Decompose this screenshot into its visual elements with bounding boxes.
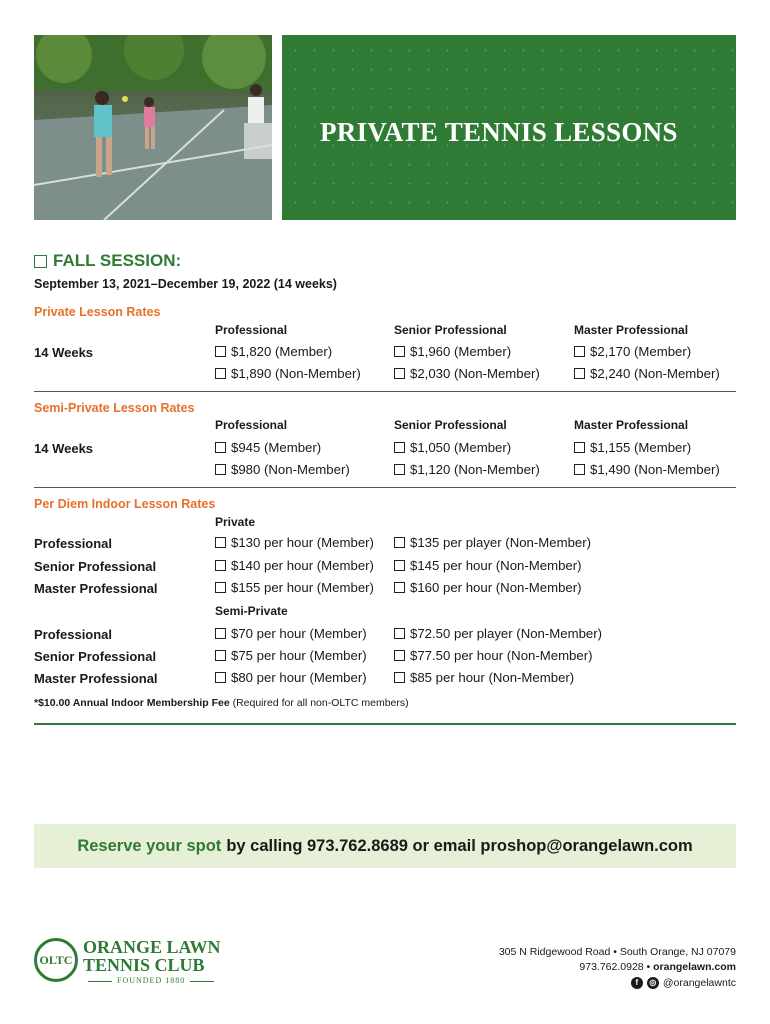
green-divider (34, 723, 736, 725)
checkbox-icon[interactable] (394, 672, 405, 683)
price-text: $1,960 (Member) (410, 344, 512, 359)
section-divider (34, 391, 736, 392)
price-text: $2,170 (Member) (590, 344, 692, 359)
private-professional-nonmember (215, 366, 361, 381)
checkbox-icon[interactable] (215, 464, 226, 475)
checkbox-icon[interactable] (215, 368, 226, 379)
checkbox-icon[interactable] (394, 650, 405, 661)
website-link[interactable]: orangelawn.com (653, 961, 736, 973)
per-diem-private-professional-member (215, 535, 374, 550)
per-diem-private-master-member (215, 580, 374, 595)
private-senior-nonmember (394, 366, 540, 381)
per-diem-semi-senior-member (215, 648, 367, 663)
semi-professional-member (215, 440, 321, 455)
private-senior-member (394, 344, 511, 359)
private-master-member (574, 344, 691, 359)
tennis-photo-illustration (34, 35, 272, 220)
phone-website (499, 960, 736, 975)
per-diem-rates-title: Per Diem Indoor Lesson Rates (34, 497, 216, 511)
per-diem-private-head: Private (215, 515, 256, 529)
checkbox-icon[interactable] (394, 346, 405, 357)
semi-professional-nonmember (215, 462, 350, 477)
per-diem-semi-professional-nonmember (394, 626, 602, 641)
checkbox-icon[interactable] (574, 464, 585, 475)
membership-fee-text: (Required for all non-OLTC members) (229, 697, 409, 709)
price-text: $1,120 (Non-Member) (410, 462, 540, 477)
logo-line2: TENNIS CLUB (83, 955, 205, 975)
per-diem-private-label-professional: Professional (34, 536, 113, 551)
instagram-icon[interactable]: ◎ (647, 977, 659, 989)
checkbox-icon[interactable] (574, 368, 585, 379)
price-text: $945 (Member) (231, 440, 322, 455)
checkbox-icon[interactable] (394, 368, 405, 379)
price-text: $1,490 (Non-Member) (590, 462, 720, 477)
checkbox-icon[interactable] (394, 464, 405, 475)
checkbox-icon[interactable] (215, 442, 226, 453)
per-diem-private-label-senior: Senior Professional (34, 559, 157, 574)
checkbox-icon[interactable] (574, 346, 585, 357)
per-diem-private-senior-nonmember (394, 558, 582, 573)
reserve-highlight: Reserve your spot (77, 836, 222, 855)
phone[interactable]: 973.762.0928 • (579, 961, 654, 973)
private-professional-member (215, 344, 332, 359)
price-text: $1,155 (Member) (590, 440, 692, 455)
per-diem-semi-label-professional: Professional (34, 627, 113, 642)
semi-master-member (574, 440, 691, 455)
checkbox-icon[interactable] (215, 582, 226, 593)
session-dates: September 13, 2021–December 19, 2022 (14 weeks) (34, 277, 337, 291)
private-row-label: 14 Weeks (34, 345, 94, 360)
per-diem-semi-professional-member (215, 626, 367, 641)
price-text: $80 per hour (Member) (231, 670, 367, 685)
semi-senior-member (394, 440, 511, 455)
checkbox-icon[interactable] (215, 560, 226, 571)
price-text: $140 per hour (Member) (231, 558, 374, 573)
checkbox-icon[interactable] (394, 582, 405, 593)
semi-col-head-master: Master Professional (574, 418, 689, 432)
private-col-head-master: Master Professional (574, 323, 689, 337)
price-text: $2,030 (Non-Member) (410, 366, 540, 381)
tennis-photo (34, 35, 272, 220)
price-text: $70 per hour (Member) (231, 626, 367, 641)
social-line (499, 975, 736, 991)
checkbox-icon[interactable] (574, 442, 585, 453)
reserve-banner (34, 824, 736, 868)
checkbox-icon[interactable] (215, 537, 226, 548)
price-text: $2,240 (Non-Member) (590, 366, 720, 381)
membership-fee-bold: *$10.00 Annual Indoor Membership Fee (34, 697, 230, 709)
price-text: $72.50 per player (Non-Member) (410, 626, 603, 641)
price-text: $135 per player (Non-Member) (410, 535, 592, 550)
membership-fee-note (34, 697, 409, 709)
per-diem-semi-label-master: Master Professional (34, 671, 158, 686)
price-text: $1,890 (Non-Member) (231, 366, 361, 381)
checkbox-icon[interactable] (394, 442, 405, 453)
checkbox-icon[interactable] (394, 560, 405, 571)
fall-session-heading (34, 251, 181, 271)
section-divider (34, 487, 736, 488)
checkbox-icon[interactable] (215, 628, 226, 639)
checkbox-icon[interactable] (394, 537, 405, 548)
checkbox-icon[interactable] (215, 672, 226, 683)
checkbox-icon[interactable] (215, 346, 226, 357)
semi-row-label: 14 Weeks (34, 441, 94, 456)
per-diem-semi-master-nonmember (394, 670, 574, 685)
price-text: $160 per hour (Non-Member) (410, 580, 582, 595)
social-handle[interactable]: @orangelawntc (662, 976, 736, 989)
per-diem-private-label-master: Master Professional (34, 581, 158, 596)
per-diem-semi-master-member (215, 670, 367, 685)
private-col-head-professional: Professional (215, 323, 288, 337)
per-diem-private-senior-member (215, 558, 374, 573)
price-text: $1,050 (Member) (410, 440, 512, 455)
address: 305 N Ridgewood Road • South Orange, NJ 07079 (498, 946, 736, 958)
semi-col-head-senior: Senior Professional (394, 418, 507, 432)
social-icons (631, 976, 736, 991)
price-text: $155 per hour (Member) (231, 580, 374, 595)
price-text: $85 per hour (Non-Member) (410, 670, 575, 685)
per-diem-semi-senior-nonmember (394, 648, 593, 663)
fall-session-label: FALL SESSION: (53, 251, 182, 270)
checkbox-icon[interactable] (34, 255, 47, 268)
private-rates-title: Private Lesson Rates (34, 305, 161, 319)
per-diem-private-professional-nonmember (394, 535, 591, 550)
checkbox-icon[interactable] (394, 628, 405, 639)
semi-private-rates-title: Semi-Private Lesson Rates (34, 401, 195, 415)
private-col-head-senior: Senior Professional (394, 323, 507, 337)
semi-col-head-professional: Professional (215, 418, 288, 432)
per-diem-private-master-nonmember (394, 580, 582, 595)
club-logo (34, 938, 234, 988)
semi-master-nonmember (574, 462, 720, 477)
per-diem-semi-label-senior: Senior Professional (34, 649, 157, 664)
oltc-mark-icon: OLTC (34, 938, 78, 982)
checkbox-icon[interactable] (215, 650, 226, 661)
logo-line1: ORANGE LAWN (83, 937, 221, 957)
facebook-icon[interactable]: f (631, 977, 643, 989)
contact-block (499, 945, 736, 991)
page-title: PRIVATE TENNIS LESSONS (320, 117, 678, 147)
price-text: $75 per hour (Member) (231, 648, 367, 663)
semi-senior-nonmember (394, 462, 540, 477)
price-text: $145 per hour (Non-Member) (410, 558, 582, 573)
per-diem-semi-head: Semi-Private (215, 604, 288, 618)
price-text: $130 per hour (Member) (231, 535, 374, 550)
reserve-text[interactable]: by calling 973.762.8689 or email proshop@orangelawn.com (226, 836, 693, 855)
logo-founded: FOUNDED 1880 (83, 976, 219, 985)
price-text: $1,820 (Member) (231, 344, 333, 359)
private-master-nonmember (574, 366, 720, 381)
price-text: $980 (Non-Member) (231, 462, 350, 477)
price-text: $77.50 per hour (Non-Member) (410, 648, 593, 663)
header-banner (282, 35, 736, 220)
